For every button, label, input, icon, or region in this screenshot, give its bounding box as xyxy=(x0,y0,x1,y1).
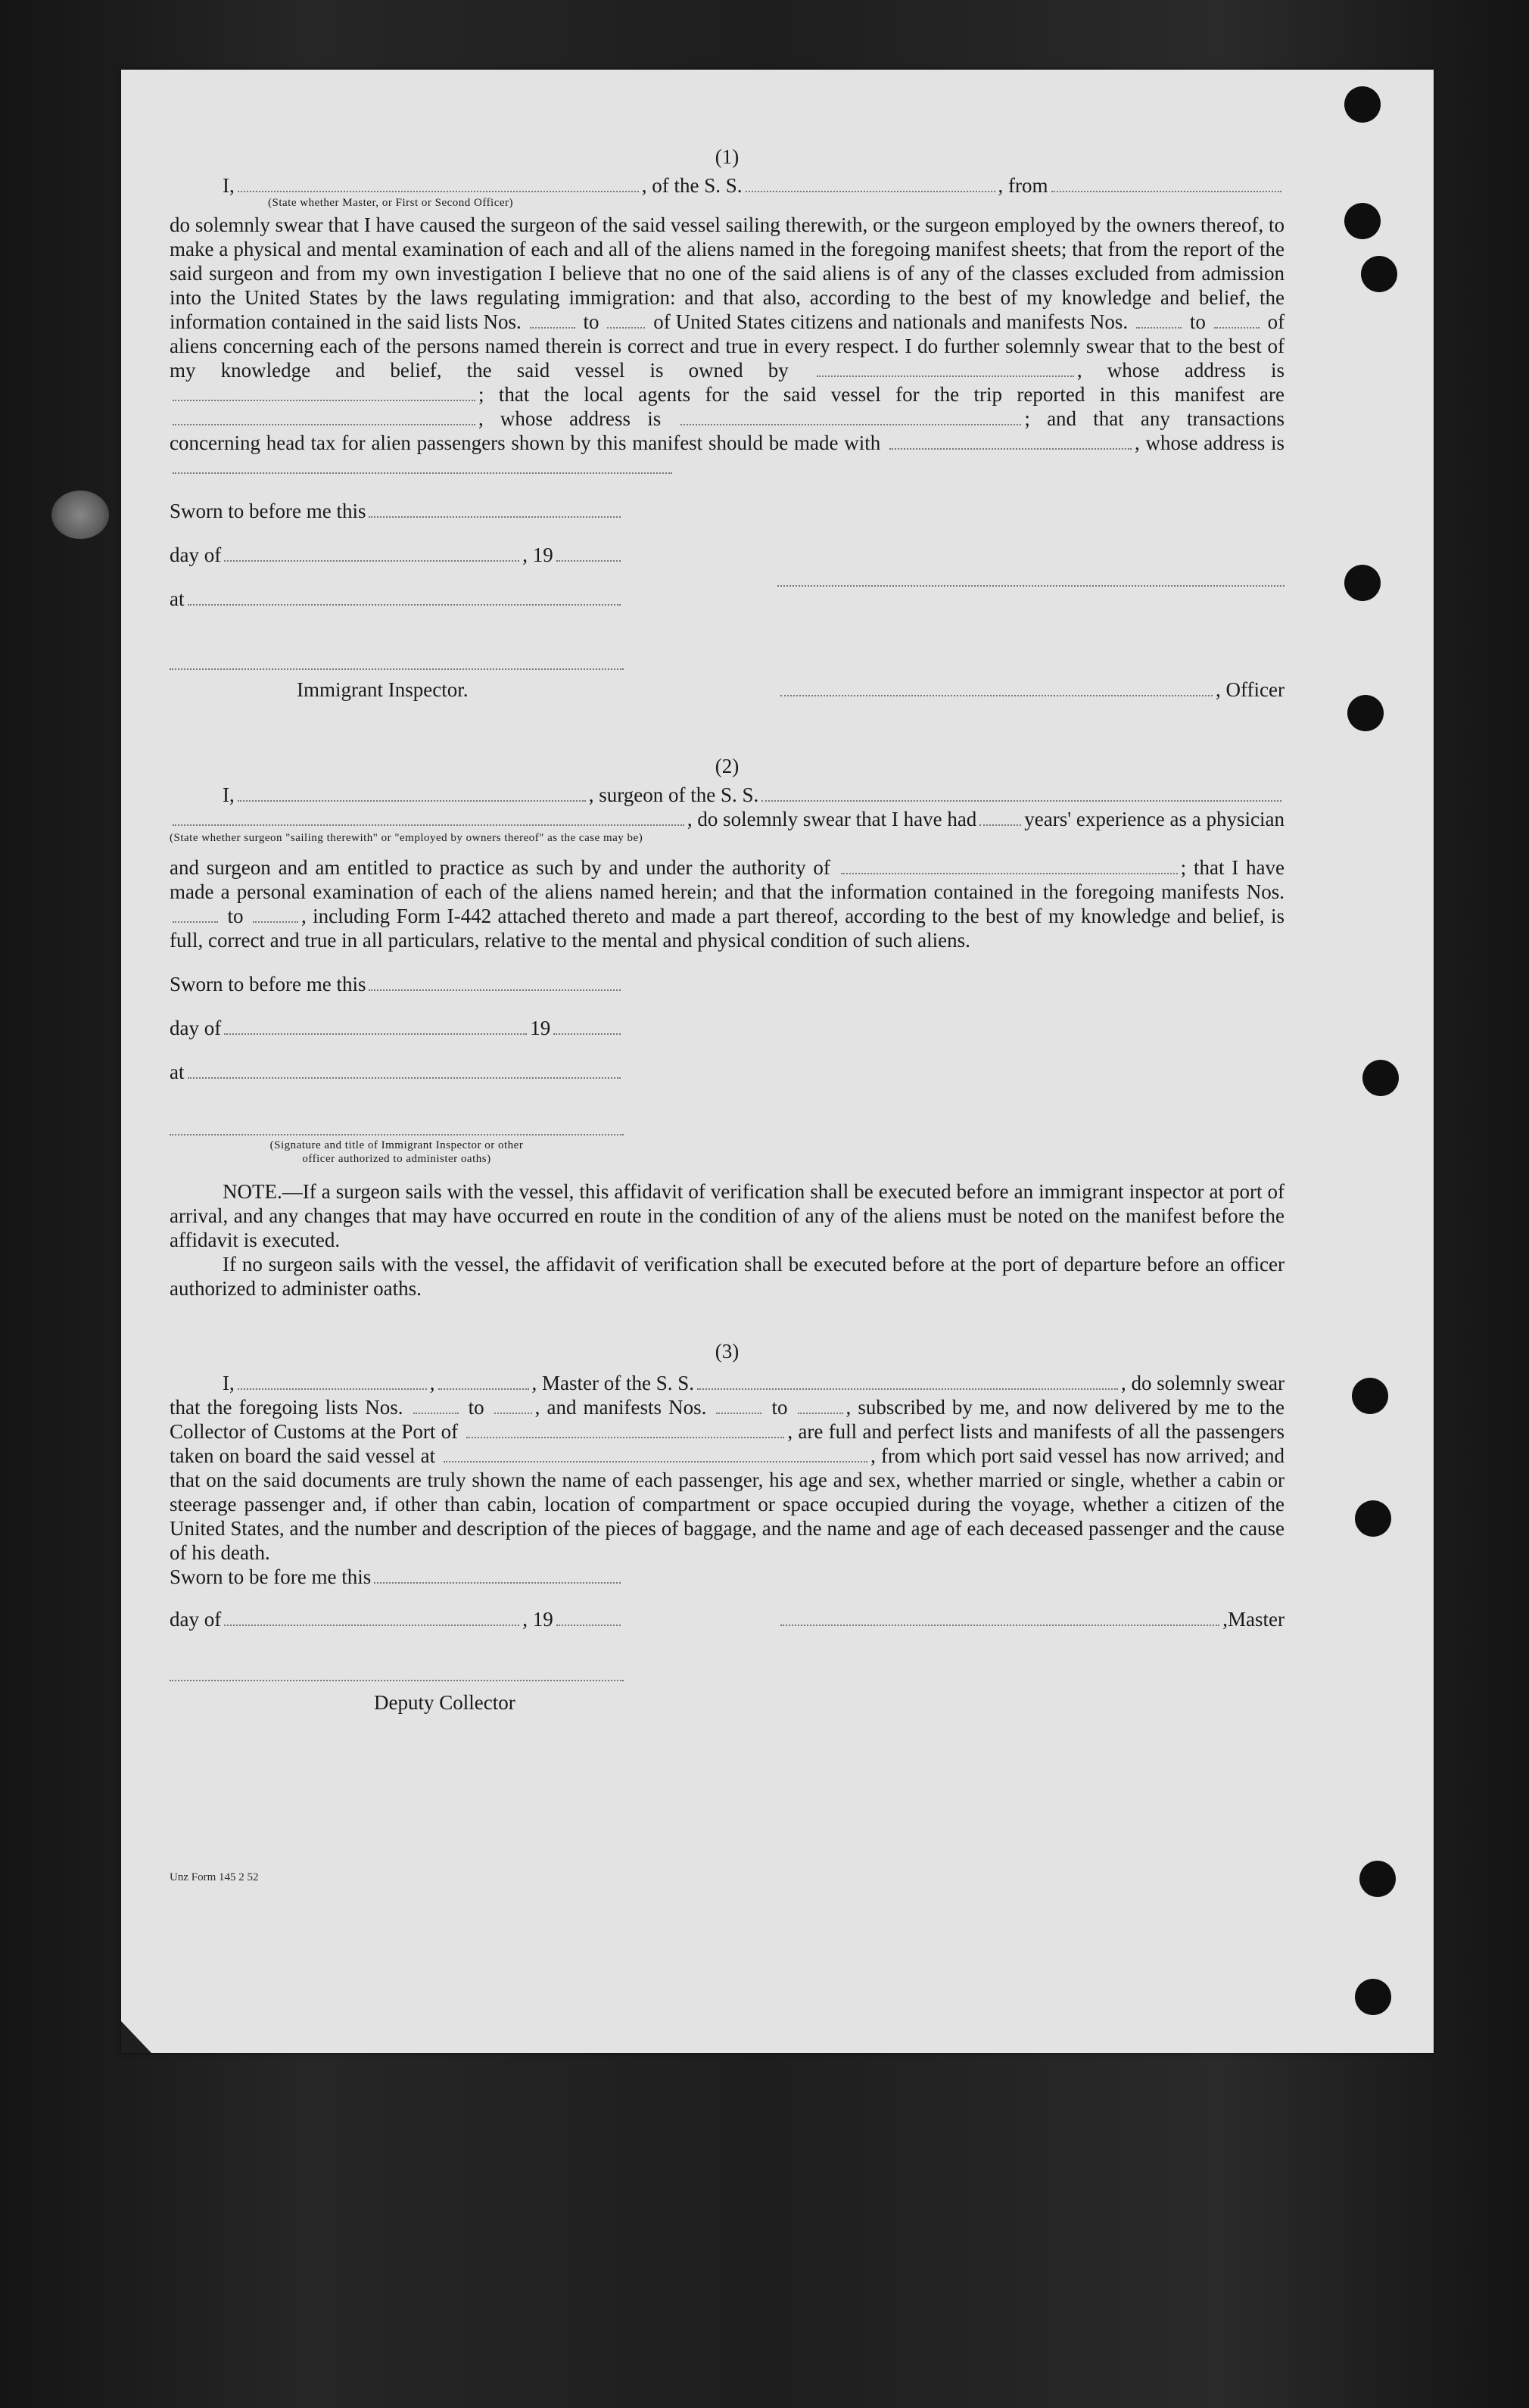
section-3-first-line xyxy=(170,1371,1285,1395)
sworn-date-blank-3[interactable] xyxy=(374,1567,621,1584)
master-manifests-from-blank[interactable] xyxy=(716,1399,761,1414)
at-line-1 xyxy=(170,587,624,631)
signature-hint-1: (Signature and title of Immigrant Inspector or other xyxy=(269,1139,524,1151)
surgeon-manifests-from-blank[interactable] xyxy=(173,908,218,923)
surgeon-type-blank[interactable] xyxy=(173,809,684,826)
officer-hint: (State whether Master, or First or Second Officer) xyxy=(268,197,514,209)
section-1-number: (1) xyxy=(715,145,740,168)
oath-text-g: ; and that any transactions concerning head tax for alien passengers shown by this manifest should be made with xyxy=(170,407,1285,454)
oath-text-b: of United States citizens and nationals and manifests Nos. xyxy=(653,310,1129,333)
margin-stain xyxy=(51,491,109,539)
text-i: I, xyxy=(223,174,235,197)
section-1-jurat xyxy=(170,499,624,702)
manifests-from-blank[interactable] xyxy=(1136,313,1182,329)
sworn-label: Sworn to before me this xyxy=(170,500,366,522)
year-prefix-label-2: 19 xyxy=(530,1017,551,1039)
sworn-date-blank-2[interactable] xyxy=(369,974,621,991)
oath-text-f: , whose address is xyxy=(478,407,662,430)
day-of-label-2: day of xyxy=(170,1017,222,1039)
at-place-blank-2[interactable] xyxy=(188,1062,621,1079)
day-of-blank-3[interactable] xyxy=(224,1609,519,1626)
form-number: Unz Form 145 2 52 xyxy=(170,1871,259,1883)
master-text-a: that the foregoing lists Nos. xyxy=(170,1396,403,1419)
inspector-signature-blank[interactable] xyxy=(170,638,624,670)
year-prefix-label-3: , 19 xyxy=(522,1608,553,1631)
section-1-officer-signature xyxy=(777,555,1285,702)
section-2-first-line xyxy=(170,783,1285,807)
master-signature-line xyxy=(777,1607,1285,1631)
surgeon-hint: (State whether surgeon "sailing therewith" or "employed by owners thereof" as the case may be) xyxy=(170,832,643,844)
paper-corner-cut xyxy=(121,2021,151,2053)
punch-hole xyxy=(1362,1060,1399,1096)
master-vessel-blank[interactable] xyxy=(697,1373,1118,1390)
surgeon-manifests-to-blank[interactable] xyxy=(253,908,298,923)
punch-hole xyxy=(1355,1979,1391,2015)
section-3-paragraph xyxy=(170,1395,1285,1565)
punch-hole xyxy=(1359,1861,1396,1897)
section-1-first-line xyxy=(170,173,1285,198)
day-of-label: day of xyxy=(170,544,222,566)
day-of-blank-2[interactable] xyxy=(224,1018,527,1035)
head-tax-address-blank[interactable] xyxy=(173,459,672,474)
at-line-2 xyxy=(170,1060,624,1104)
oath-text-i: whose address is xyxy=(1145,431,1285,454)
sworn-line-2 xyxy=(170,972,624,1016)
officer-signature-blank[interactable] xyxy=(780,680,1213,696)
sworn-date-blank-1[interactable] xyxy=(369,501,621,518)
agents-address-blank[interactable] xyxy=(680,410,1021,425)
surgeon-name-blank[interactable] xyxy=(238,785,586,802)
day-line-3 xyxy=(170,1607,624,1631)
note-2: If no surgeon sails with the vessel, the affidavit of verification shall be executed before at the port of departure before an officer authorized to administer oaths. xyxy=(170,1253,1285,1300)
master-extra-blank[interactable] xyxy=(438,1373,529,1390)
section-2-paragraph xyxy=(170,855,1285,952)
day-of-label-3: day of xyxy=(170,1608,222,1631)
deputy-signature-blank[interactable] xyxy=(170,1654,624,1681)
oath-text-d: , whose address is xyxy=(1076,359,1285,382)
year-blank-1[interactable] xyxy=(556,545,621,562)
master-manifests-to-blank[interactable] xyxy=(798,1399,843,1414)
years-label: years' experience as a physician xyxy=(1024,808,1285,830)
signature-hint-2: officer authorized to administer oaths) xyxy=(302,1153,491,1165)
section-3-number: (3) xyxy=(715,1340,740,1363)
master-text-d: , are full and perfect lists and manifests of all the passengers taken on board the said vessel at xyxy=(170,1420,1285,1467)
punch-hole xyxy=(1344,565,1381,601)
agents-blank[interactable] xyxy=(173,410,475,425)
officer-label: , Officer xyxy=(1216,678,1285,701)
do-swear-label: , do solemnly swear xyxy=(1121,1372,1285,1394)
sworn-line-1 xyxy=(170,499,624,543)
master-text-b: , and manifests Nos. xyxy=(534,1396,707,1419)
lists-to-blank[interactable] xyxy=(607,313,645,329)
surgeon-text-b: ; xyxy=(1180,856,1187,879)
day-of-blank-1[interactable] xyxy=(224,545,519,562)
section-2-second-line xyxy=(170,807,1285,831)
form-content xyxy=(170,145,1285,1715)
oath-text-to2: to xyxy=(1189,310,1206,333)
master-label: ,Master xyxy=(1222,1608,1285,1631)
embark-port-blank[interactable] xyxy=(444,1447,867,1463)
owner-address-blank[interactable] xyxy=(173,386,475,401)
master-lists-to-blank[interactable] xyxy=(494,1399,532,1414)
text-of-ss: , of the S. S. xyxy=(641,174,743,197)
officer-signature-blank-top[interactable] xyxy=(777,555,1285,587)
master-lists-from-blank[interactable] xyxy=(413,1399,459,1414)
deputy-label: Deputy Collector xyxy=(374,1691,515,1714)
section-2-number: (2) xyxy=(715,755,740,777)
punch-hole xyxy=(1347,695,1384,731)
punch-hole xyxy=(1355,1500,1391,1537)
punch-hole xyxy=(1344,86,1381,123)
vessel-name-blank[interactable] xyxy=(746,176,995,192)
years-blank[interactable] xyxy=(979,809,1021,826)
from-port-blank[interactable] xyxy=(1051,176,1282,192)
officer-line xyxy=(777,678,1285,702)
manifests-to-blank[interactable] xyxy=(1214,313,1260,329)
master-text-to2: to xyxy=(771,1396,788,1419)
master-text-to: to xyxy=(468,1396,484,1419)
note-1: NOTE.—If a surgeon sails with the vessel, this affidavit of verification shall be executed before an immigrant inspector at port of arrival, and any changes that may have occurred en route in the condition of any of the aliens must be noted on the manifest before the affidavit is executed. xyxy=(170,1180,1285,1251)
oath-text-a: do solemnly swear that I have caused the surgeon of the said vessel sailing therewith, or the surgeon employed by the owners thereof, to make a physical and mental examination of each and all of the aliens named in the foregoing manifest sheets; that from the report of the said surgeon and from my own investigation I believe that no one of the said aliens is of any of the classes excluded from admission into the United States by the laws regulating immigration: and that also, according to the best of my knowledge and belief, the information contained in the said lists Nos. xyxy=(170,213,1285,333)
officer-name-blank[interactable] xyxy=(238,176,639,192)
surgeon-vessel-blank[interactable] xyxy=(761,785,1281,802)
year-blank-3[interactable] xyxy=(556,1609,621,1626)
inspector-label: Immigrant Inspector. xyxy=(297,678,469,701)
oath-text-c: of aliens concerning each of the persons named therein is correct and true in every respect. I do further solemnly swear that to the best of my knowledge and belief, the said vessel is owned by xyxy=(170,310,1285,382)
day-line-2 xyxy=(170,1016,624,1060)
master-signature-blank[interactable] xyxy=(780,1609,1219,1626)
master-name-blank[interactable] xyxy=(238,1373,427,1390)
surgeon-text-a: and surgeon and am entitled to practice as such by and under the authority of xyxy=(170,856,830,879)
lists-from-blank[interactable] xyxy=(530,313,575,329)
punch-hole xyxy=(1352,1378,1388,1414)
oath-text-to: to xyxy=(583,310,599,333)
at-label-2: at xyxy=(170,1061,185,1083)
swear-label: , do solemnly swear that I have had xyxy=(687,808,977,830)
section-2-jurat xyxy=(170,972,624,1166)
text-from: , from xyxy=(998,174,1048,197)
punch-hole xyxy=(1344,203,1381,239)
master-text-e: , from which port said vessel has now arrived; and that on the said documents are truly shown the name of each passenger, his age and sex, whether married or single, whether a cabin or steerage passenger and, if other than cabin, location of compartment or space occupied during the voyage, whether a citizen of the United States, and the number and description of the pieces of baggage, and the name and age of each deceased passenger and the cause of his death. xyxy=(170,1444,1285,1564)
master-text-c: , subscribed by me, and now delivered by me to the Collector of Customs at the Port of xyxy=(170,1396,1285,1443)
comma-label: , xyxy=(429,1372,435,1394)
day-line-1 xyxy=(170,543,624,587)
head-tax-party-blank[interactable] xyxy=(889,435,1132,450)
section-3-signature-area xyxy=(170,1607,1285,1631)
sworn-label-2: Sworn to before me this xyxy=(170,973,366,995)
year-blank-2[interactable] xyxy=(553,1018,621,1035)
surgeon-text-to: to xyxy=(227,905,244,927)
punch-hole xyxy=(1361,256,1397,292)
at-place-blank-1[interactable] xyxy=(188,589,621,606)
surgeon-of-label: , surgeon of the S. S. xyxy=(588,783,759,806)
year-prefix-label: , 19 xyxy=(522,544,553,566)
surgeon-text-d: , including Form I-442 attached thereto and made a part thereof, according to the best of my knowledge and belief, is full, correct and true in all particulars, relative to the mental and physical condition of such aliens. xyxy=(170,905,1285,952)
oath-text-e: ; that the local agents for the said vessel for the trip reported in this manifest are xyxy=(478,383,1285,406)
section-1-paragraph xyxy=(170,213,1285,479)
authority-blank[interactable] xyxy=(841,859,1178,874)
form-page xyxy=(121,70,1434,2053)
sworn-label-3: Sworn to be fore me this xyxy=(170,1565,372,1588)
master-of-label: , Master of the S. S. xyxy=(531,1372,694,1394)
oath-text-h: , xyxy=(1134,431,1140,454)
port-blank[interactable] xyxy=(466,1423,784,1438)
sworn-line-3 xyxy=(170,1565,624,1589)
text-i-3: I, xyxy=(223,1372,235,1394)
text-i-2: I, xyxy=(223,783,235,806)
at-label: at xyxy=(170,587,185,610)
section-1-signature-area xyxy=(170,499,1285,702)
surgeon-text-c: that I have made a personal examination of each of the aliens named herein; and that the information contained in the foregoing manifests Nos. xyxy=(170,856,1285,903)
signature-blank-2[interactable] xyxy=(170,1108,624,1135)
owner-blank[interactable] xyxy=(817,362,1074,377)
